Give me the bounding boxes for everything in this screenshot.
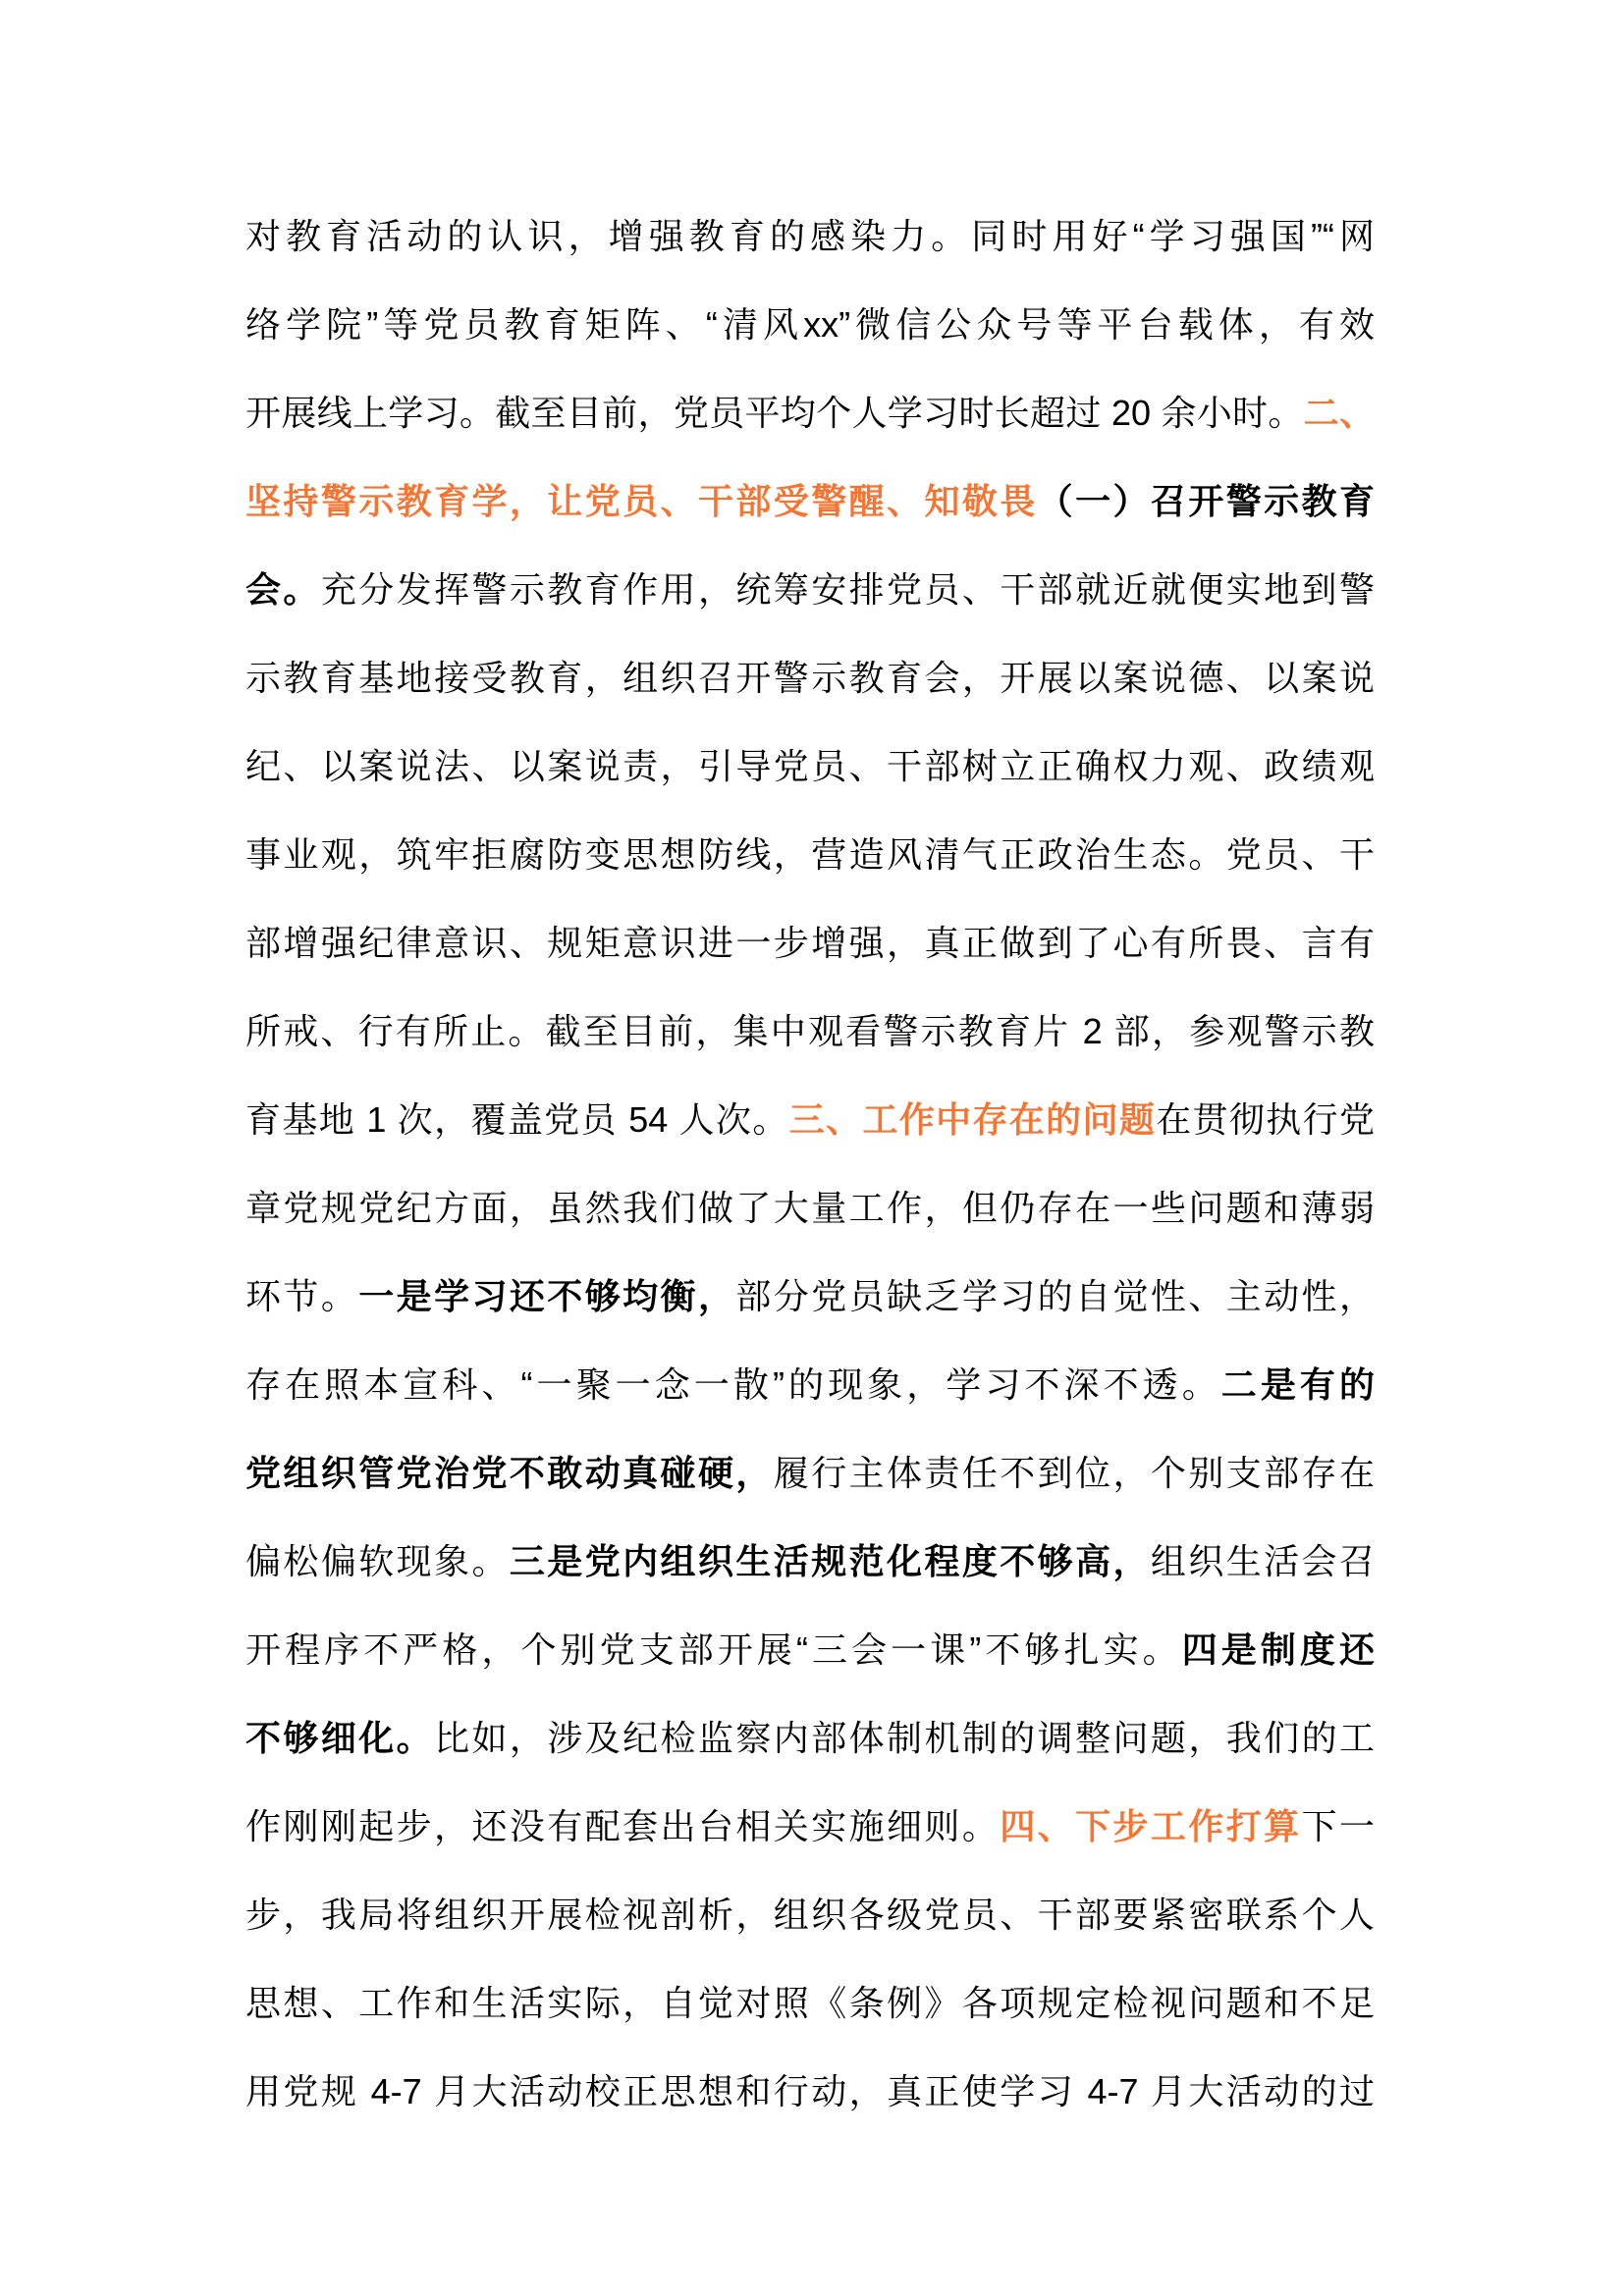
text-line [245,192,1375,281]
text-line [245,1164,1375,1253]
text-line [245,1606,1375,1694]
text-run: 四是制度还 [1181,1629,1375,1670]
text-run: 党组织管党治党不敢动真碰硬， [245,1453,774,1493]
text-run: 比如，涉及纪检监察内部体制机制的调整问题，我们的工 [434,1718,1375,1758]
text-run: 部分党员缺乏学习的自觉性、主动性， [735,1276,1375,1316]
text-run: 对教育活动的认识，增强教育的感染力。同时用好“学习强国”“网 [245,216,1375,256]
text-run: 纪、以案说法、以案说责，引导党员、干部树立正确权力观、政绩观 [245,746,1375,786]
text-line [245,899,1375,988]
text-run: 所戒、行有所止。截至目前，集中观看警示教育片 2 部，参观警示教 [245,1011,1375,1051]
text-run: 步，我局将组织开展检视剖析，组织各级党员、干部要紧密联系个人 [245,1895,1375,1935]
text-run: 在贯彻执行党 [1156,1099,1375,1140]
text-line [245,457,1375,546]
text-line [245,811,1375,899]
text-run: 开展线上学习。截至目前，党员平均个人学习时长超过 20 余小时。 [245,393,1304,433]
text-line [245,722,1375,811]
text-run: （一）召开警示教育 [1037,481,1375,521]
text-line [245,281,1375,369]
text-line [245,1076,1375,1164]
text-line [245,1253,1375,1341]
text-run: 用党规 4-7 月大活动校正思想和行动，真正使学习 4-7 月大活动的过 [245,2071,1375,2111]
text-run: 三是党内组织生活规范化程度不够高， [509,1541,1151,1581]
text-line [245,546,1375,634]
text-line [245,634,1375,722]
text-run: 思想、工作和生活实际，自觉对照《条例》各项规定检视问题和不足 [245,1983,1375,2023]
text-line [245,1341,1375,1429]
text-line [245,1871,1375,1959]
text-run: 示教育基地接受教育，组织召开警示教育会，开展以案说德、以案说 [245,658,1375,698]
text-line [245,1518,1375,1606]
text-run: 会。 [245,569,321,610]
text-line [245,369,1375,457]
heading-run: 坚持警示教育学，让党员、干部受警醒、知敬畏 [245,481,1038,521]
text-run: 络学院”等党员教育矩阵、“清风xx”微信公众号等平台载体，有效 [245,304,1375,345]
heading-run: 三、工作中存在的问题 [788,1099,1157,1140]
text-line [245,1429,1375,1518]
text-run: 环节。 [245,1276,359,1316]
text-run: 下一 [1301,1806,1375,1846]
text-run: 事业观，筑牢拒腐防变思想防线，营造风清气正政治生态。党员、干 [245,834,1375,875]
text-line [245,988,1375,1076]
text-run: 组织生活会召 [1150,1541,1375,1581]
text-run: 章党规党纪方面，虽然我们做了大量工作，但仍存在一些问题和薄弱 [245,1188,1375,1228]
text-run: 育基地 1 次，覆盖党员 54 人次。 [245,1099,789,1140]
text-run: 存在照本宣科、“一聚一念一散”的现象，学习不深不透。 [245,1364,1221,1405]
text-run: 开程序不严格，个别党支部开展“三会一课”不够扎实。 [245,1629,1182,1670]
text-line [245,1783,1375,1871]
text-run: 一是学习还不够均衡， [358,1276,736,1316]
text-line [245,1959,1375,2048]
text-run: 充分发挥警示教育作用，统筹安排党员、干部就近就便实地到警 [320,569,1375,610]
text-run: 偏松偏软现象。 [245,1541,510,1581]
text-run: 不够细化。 [245,1718,435,1758]
text-run: 履行主体责任不到位，个别支部存在 [773,1453,1375,1493]
text-line [245,2048,1375,2136]
document-body [245,192,1375,2136]
text-run: 二是有的 [1220,1364,1375,1405]
text-run: 部增强纪律意识、规矩意识进一步增强，真正做到了心有所畏、言有 [245,923,1375,963]
heading-run: 二、 [1303,393,1375,433]
heading-run: 四、下步工作打算 [1000,1806,1302,1846]
text-line [245,1694,1375,1783]
text-run: 作刚刚起步，还没有配套出台相关实施细则。 [245,1806,1001,1846]
